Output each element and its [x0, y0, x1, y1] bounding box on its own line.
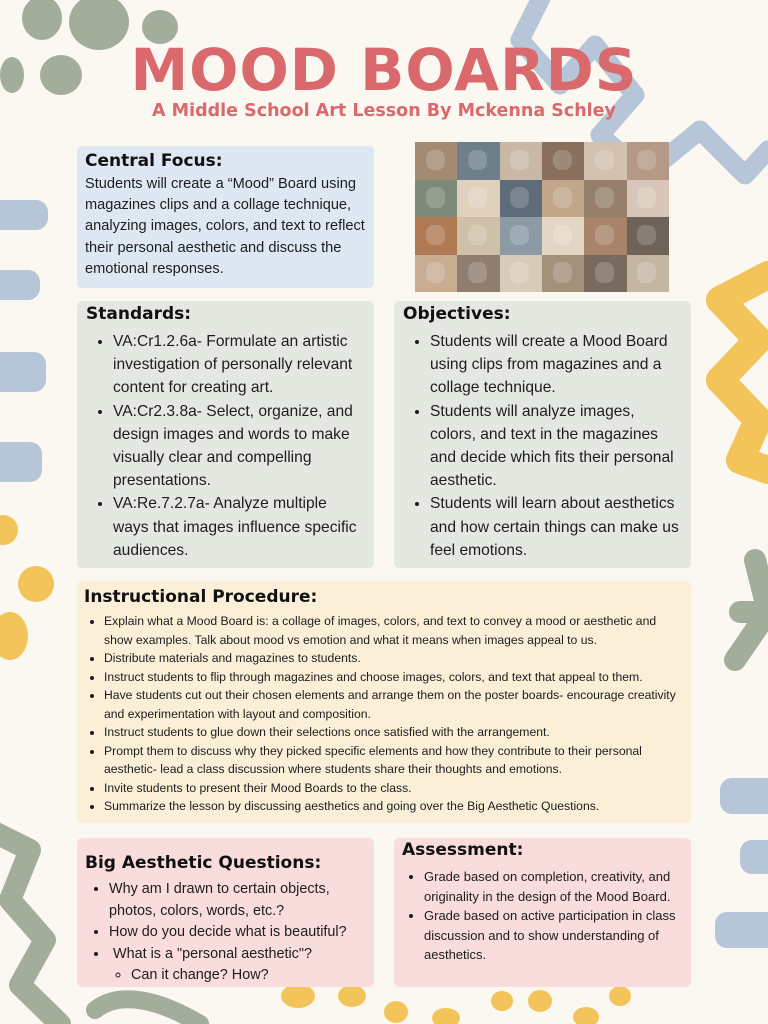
mustard-zigzag: [720, 275, 768, 470]
blue-bar: [715, 912, 768, 948]
objectives-card: [394, 301, 691, 568]
page-subtitle: A Middle School Art Lesson By Mckenna Schley: [152, 101, 616, 121]
blue-bar: [0, 200, 48, 230]
collage-tile: [415, 255, 457, 293]
mustard-dot: [609, 986, 631, 1006]
list-item: • Distribute materials and magazines to students.: [104, 649, 684, 668]
procedure-list: [84, 612, 684, 816]
list-item: • Have students cut out their chosen elements and arrange them on the poster boards- encourage creativity and experimentation with layout and composition.: [104, 686, 684, 723]
sub-list-item: ◦ Can it change? How?: [131, 965, 366, 987]
sage-blob: [22, 0, 62, 40]
list-item: • Students will learn about aesthetics and how certain things can make us feel emotions.: [430, 492, 682, 562]
mustard-dot: [338, 985, 366, 1007]
list-item: • Grade based on active participation in class discussion and to show understanding of aesthetics.: [424, 906, 683, 965]
collage-tile: [500, 180, 542, 218]
collage-tile: [584, 142, 626, 180]
list-item: • VA:Cr2.3.8a- Select, organize, and design images and words to make visually clear and compelling presentations.: [113, 400, 365, 493]
mustard-dot: [0, 515, 18, 545]
mustard-dot: [432, 1008, 460, 1024]
central-focus-heading: Central Focus:: [85, 151, 223, 171]
questions-list: [85, 879, 366, 987]
sage-starburst: [735, 560, 768, 660]
collage-tile: [584, 217, 626, 255]
standards-heading: Standards:: [86, 304, 192, 324]
collage-tile: [415, 180, 457, 218]
assessment-heading: Assessment:: [402, 840, 524, 860]
mustard-dot: [491, 991, 513, 1011]
list-item: • Prompt them to discuss why they picked specific elements and how they contribute to their personal aesthetic- lead a class discussion where students share their thoughts and emotions.: [104, 742, 684, 779]
objectives-heading: Objectives:: [403, 304, 511, 324]
sub-list: [109, 965, 366, 987]
blue-bar: [720, 778, 768, 814]
collage-tile: [584, 180, 626, 218]
collage-tile: [500, 255, 542, 293]
central-focus-text: Students will create a “Mood” Board using magazines clips and a collage technique, analyzing images, colors, and text to reflect their personal aesthetic and discuss the emotional responses.: [85, 176, 365, 277]
standards-list: [86, 330, 365, 562]
collage-tile: [542, 180, 584, 218]
blue-bar: [0, 442, 42, 482]
mustard-dot: [0, 612, 28, 660]
assessment-list: [402, 867, 683, 965]
list-item: • Grade based on completion, creativity, and originality in the design of the Mood Board.: [424, 867, 683, 906]
page-title: MOOD BOARDS: [130, 36, 638, 104]
collage-tile: [457, 142, 499, 180]
assessment-card: [394, 838, 691, 987]
objectives-list: [403, 330, 682, 562]
mustard-dot: [573, 1007, 599, 1024]
list-item: • Why am I drawn to certain objects, photos, colors, words, etc.?: [109, 879, 366, 922]
collage-tile: [457, 217, 499, 255]
mood-board-collage-image: [415, 142, 669, 292]
collage-tile: [415, 217, 457, 255]
collage-tile: [627, 255, 669, 293]
sage-squiggle: [95, 999, 200, 1024]
list-item: • Students will analyze images, colors, and text in the magazines and decide which fits their personal aesthetic.: [430, 400, 682, 493]
list-item: • Instruct students to flip through magazines and choose images, colors, and text that appeal to them.: [104, 668, 684, 687]
list-item: • Summarize the lesson by discussing aesthetics and going over the Big Aesthetic Questions.: [104, 797, 684, 816]
list-item: • Explain what a Mood Board is: a collage of images, colors, and text to convey a mood or aesthetic and show examples. Talk about mood vs emotion and what it means when images appeal to us.: [104, 612, 684, 649]
mustard-dot: [281, 984, 315, 1008]
procedure-heading: Instructional Procedure:: [84, 587, 318, 607]
collage-tile: [627, 142, 669, 180]
collage-tile: [542, 255, 584, 293]
standards-card: [77, 301, 374, 568]
mustard-dot: [18, 566, 54, 602]
collage-tile: [457, 180, 499, 218]
list-item: • VA:Re.7.2.7a- Analyze multiple ways that images influence specific audiences.: [113, 492, 365, 562]
big-aesthetic-questions-card: [77, 838, 374, 987]
collage-tile: [627, 217, 669, 255]
list-item: • Students will create a Mood Board using clips from magazines and a collage technique.: [430, 330, 682, 400]
blue-bar: [0, 270, 40, 300]
collage-tile: [500, 217, 542, 255]
list-item: • Invite students to present their Mood Boards to the class.: [104, 779, 684, 798]
list-item: • Instruct students to glue down their selections once satisfied with the arrangement.: [104, 723, 684, 742]
collage-grid: [415, 142, 669, 292]
collage-tile: [415, 142, 457, 180]
list-item-text: What is a "personal aesthetic"?: [109, 945, 312, 962]
blue-bar: [0, 352, 46, 392]
collage-tile: [542, 142, 584, 180]
list-item: [109, 944, 366, 987]
list-item: • VA:Cr1.2.6a- Formulate an artistic investigation of personally relevant content for creating art.: [113, 330, 365, 400]
collage-tile: [584, 255, 626, 293]
collage-tile: [627, 180, 669, 218]
instructional-procedure-card: [77, 581, 691, 823]
mustard-dot: [528, 990, 552, 1012]
sage-squiggle: [0, 830, 60, 1024]
questions-heading: Big Aesthetic Questions:: [85, 853, 322, 873]
list-item: • How do you decide what is beautiful?: [109, 922, 366, 944]
central-focus-card: [77, 146, 374, 288]
mustard-dot: [384, 1001, 408, 1023]
collage-tile: [500, 142, 542, 180]
collage-tile: [542, 217, 584, 255]
collage-tile: [457, 255, 499, 293]
blue-bar: [740, 840, 768, 874]
